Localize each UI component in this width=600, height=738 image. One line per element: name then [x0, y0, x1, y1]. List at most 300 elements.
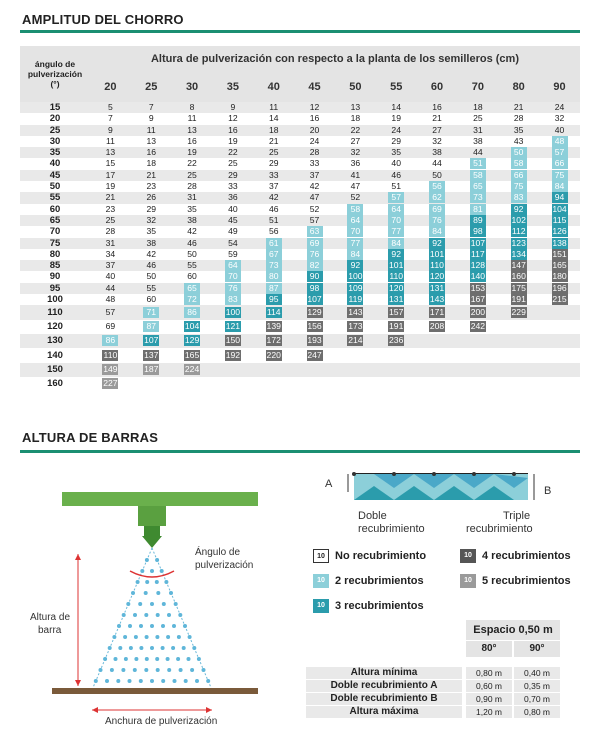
value-cell: 98 — [294, 283, 335, 294]
spray-droplet — [122, 613, 126, 617]
spacing-value-80: 0,60 m — [466, 680, 512, 692]
value-cell: 14 — [376, 102, 417, 113]
value-cell: 50 — [172, 249, 213, 260]
value-cell: 62 — [417, 192, 458, 203]
spray-droplet — [197, 657, 201, 661]
value-cell: 29 — [376, 136, 417, 147]
value-cell — [498, 348, 539, 362]
value-cell: 65 — [172, 283, 213, 294]
spray-width-table — [20, 46, 580, 391]
value-cell: 147 — [498, 260, 539, 271]
spray-droplet — [173, 679, 177, 683]
value-cell: 100 — [212, 305, 253, 319]
value-cell: 61 — [253, 238, 294, 249]
value-cell: 27 — [417, 125, 458, 136]
spacing-row — [306, 667, 560, 679]
value-cell: 196 — [539, 283, 580, 294]
table-row — [20, 283, 580, 294]
spray-droplet — [169, 591, 173, 595]
section-rule — [20, 30, 580, 33]
table-row — [20, 125, 580, 136]
value-cell: 165 — [172, 348, 213, 362]
height-column-header: 30 — [172, 74, 213, 102]
spray-droplet — [155, 558, 159, 562]
value-cell: 129 — [172, 334, 213, 348]
value-cell — [294, 377, 335, 391]
value-cell — [376, 348, 417, 362]
value-cell: 180 — [539, 271, 580, 282]
angle-cell: 160 — [20, 377, 90, 391]
value-cell: 23 — [90, 204, 131, 215]
value-cell: 51 — [457, 158, 498, 169]
ground — [52, 688, 258, 694]
spray-droplet — [129, 646, 133, 650]
height-columns-row — [20, 74, 580, 102]
value-cell: 56 — [417, 181, 458, 192]
value-cell: 70 — [335, 226, 376, 237]
value-cell: 33 — [212, 181, 253, 192]
value-cell: 115 — [539, 215, 580, 226]
angle-cell: 150 — [20, 363, 90, 377]
value-cell: 37 — [294, 170, 335, 181]
table-row — [20, 334, 580, 348]
spray-droplet — [150, 646, 154, 650]
spray-droplet — [187, 657, 191, 661]
spray-droplet — [112, 635, 116, 639]
value-cell: 7 — [90, 113, 131, 124]
value-cell: 44 — [90, 283, 131, 294]
value-cell: 9 — [212, 102, 253, 113]
value-cell: 193 — [294, 334, 335, 348]
value-cell — [335, 363, 376, 377]
value-cell: 153 — [457, 283, 498, 294]
value-cell: 114 — [253, 305, 294, 319]
value-cell: 71 — [131, 305, 172, 319]
value-cell: 82 — [294, 260, 335, 271]
double-overlap-label-1: Doble — [358, 510, 387, 522]
value-cell: 123 — [498, 238, 539, 249]
spray-droplet — [126, 602, 130, 606]
height-label-1: Altura de — [30, 612, 71, 623]
spray-droplet — [155, 635, 159, 639]
value-cell — [498, 334, 539, 348]
value-cell — [539, 363, 580, 377]
spray-droplet — [139, 624, 143, 628]
spray-droplet — [162, 602, 166, 606]
col-90: 90° — [514, 641, 560, 657]
spray-droplet — [139, 646, 143, 650]
value-cell: 242 — [457, 320, 498, 334]
value-cell — [253, 363, 294, 377]
height-column-header: 55 — [376, 74, 417, 102]
spray-droplet — [179, 668, 183, 672]
value-cell: 48 — [90, 294, 131, 305]
value-cell: 139 — [253, 320, 294, 334]
value-cell: 11 — [253, 102, 294, 113]
value-cell: 120 — [417, 271, 458, 282]
value-cell: 143 — [417, 294, 458, 305]
value-cell: 19 — [172, 147, 213, 158]
value-cell: 83 — [498, 192, 539, 203]
value-cell: 80 — [253, 271, 294, 282]
value-cell: 44 — [457, 147, 498, 158]
value-cell: 29 — [131, 204, 172, 215]
value-cell: 25 — [90, 215, 131, 226]
table-row — [20, 204, 580, 215]
value-cell: 25 — [253, 147, 294, 158]
value-cell: 35 — [131, 226, 172, 237]
value-cell: 13 — [90, 147, 131, 158]
table-row — [20, 215, 580, 226]
value-cell: 66 — [498, 170, 539, 181]
table-row — [20, 181, 580, 192]
value-cell: 37 — [253, 181, 294, 192]
value-cell: 160 — [498, 271, 539, 282]
value-cell — [498, 320, 539, 334]
value-cell: 27 — [335, 136, 376, 147]
spray-droplet — [155, 580, 159, 584]
value-cell: 98 — [457, 226, 498, 237]
table-row — [20, 305, 580, 319]
table-row — [20, 170, 580, 181]
value-cell: 157 — [376, 305, 417, 319]
angle-cell: 85 — [20, 260, 90, 271]
value-cell: 28 — [172, 181, 213, 192]
spray-droplet — [202, 668, 206, 672]
value-cell: 77 — [335, 238, 376, 249]
value-cell: 22 — [335, 125, 376, 136]
value-cell: 21 — [417, 113, 458, 124]
triple-overlap-label-1: Triple — [503, 510, 531, 522]
value-cell: 215 — [539, 294, 580, 305]
value-cell: 84 — [539, 181, 580, 192]
table-row — [20, 320, 580, 334]
value-cell: 25 — [457, 113, 498, 124]
value-cell: 150 — [212, 334, 253, 348]
value-cell: 173 — [335, 320, 376, 334]
value-cell: 172 — [253, 334, 294, 348]
spray-droplet — [118, 646, 122, 650]
value-cell: 138 — [539, 238, 580, 249]
value-cell: 77 — [376, 226, 417, 237]
value-cell: 70 — [212, 271, 253, 282]
value-cell: 119 — [335, 294, 376, 305]
angle-cell: 70 — [20, 226, 90, 237]
value-cell: 75 — [539, 170, 580, 181]
table-row — [20, 249, 580, 260]
value-cell: 60 — [131, 294, 172, 305]
value-cell: 83 — [212, 294, 253, 305]
angle-cell: 40 — [20, 158, 90, 169]
height-column-header: 35 — [212, 74, 253, 102]
value-cell: 20 — [294, 125, 335, 136]
value-cell: 46 — [131, 260, 172, 271]
angle-cell: 90 — [20, 271, 90, 282]
value-cell: 23 — [131, 181, 172, 192]
nozzle-body — [138, 506, 166, 526]
value-cell — [417, 334, 458, 348]
spray-droplet — [123, 635, 127, 639]
value-cell: 229 — [498, 305, 539, 319]
spray-droplet — [138, 602, 142, 606]
spray-droplet — [114, 657, 118, 661]
table-row — [20, 238, 580, 249]
value-cell: 38 — [131, 238, 172, 249]
value-cell: 18 — [131, 158, 172, 169]
value-cell: 73 — [457, 192, 498, 203]
value-cell — [539, 320, 580, 334]
value-cell: 48 — [539, 136, 580, 147]
value-cell: 75 — [498, 181, 539, 192]
spray-droplet — [155, 657, 159, 661]
value-cell: 214 — [335, 334, 376, 348]
spacing-value-80: 0,90 m — [466, 693, 512, 705]
spray-droplet — [133, 613, 137, 617]
angle-cell: 110 — [20, 305, 90, 319]
value-cell: 165 — [539, 260, 580, 271]
value-cell: 16 — [417, 102, 458, 113]
height-header: Altura de pulverización con respecto a la planta de los semilleros (cm) — [90, 46, 580, 74]
value-cell: 19 — [90, 181, 131, 192]
value-cell: 25 — [212, 158, 253, 169]
value-cell: 76 — [212, 283, 253, 294]
spray-droplet — [167, 613, 171, 617]
value-cell: 12 — [294, 102, 335, 113]
value-cell: 175 — [498, 283, 539, 294]
value-cell: 42 — [172, 226, 213, 237]
value-cell: 220 — [253, 348, 294, 362]
value-cell: 92 — [376, 249, 417, 260]
nozzle-neck — [144, 526, 160, 536]
value-cell: 16 — [172, 136, 213, 147]
value-cell: 16 — [131, 147, 172, 158]
height-label-2: barra — [38, 625, 62, 636]
spray-droplet — [150, 679, 154, 683]
spray-droplet — [178, 613, 182, 617]
spacing-value-80: 1,20 m — [466, 706, 512, 718]
value-cell: 21 — [253, 136, 294, 147]
value-cell: 64 — [376, 204, 417, 215]
value-cell: 28 — [294, 147, 335, 158]
spray-droplet — [192, 646, 196, 650]
value-cell: 11 — [90, 136, 131, 147]
value-cell: 92 — [417, 238, 458, 249]
value-cell: 9 — [131, 113, 172, 124]
angle-cell: 140 — [20, 348, 90, 362]
spray-droplet — [161, 624, 165, 628]
spacing-row — [306, 706, 560, 718]
table-row — [20, 363, 580, 377]
spray-droplet — [128, 679, 132, 683]
value-cell: 35 — [172, 204, 213, 215]
angle-cell: 130 — [20, 334, 90, 348]
value-cell: 247 — [294, 348, 335, 362]
value-cell — [417, 348, 458, 362]
value-cell: 43 — [498, 136, 539, 147]
spray-droplet — [134, 657, 138, 661]
value-cell — [498, 377, 539, 391]
label-b: B — [544, 485, 552, 497]
value-cell: 110 — [376, 271, 417, 282]
spray-droplet — [206, 679, 210, 683]
value-cell — [457, 348, 498, 362]
value-cell: 57 — [376, 192, 417, 203]
value-cell: 11 — [172, 113, 213, 124]
spacing-row — [306, 680, 560, 692]
value-cell: 55 — [131, 283, 172, 294]
value-cell: 50 — [498, 147, 539, 158]
value-cell — [539, 305, 580, 319]
value-cell: 86 — [90, 334, 131, 348]
value-cell: 149 — [90, 363, 131, 377]
spray-droplet — [150, 569, 154, 573]
value-cell — [335, 348, 376, 362]
angle-cell: 60 — [20, 204, 90, 215]
spray-droplet — [190, 668, 194, 672]
value-cell: 58 — [498, 158, 539, 169]
table-row — [20, 147, 580, 158]
value-cell: 24 — [539, 102, 580, 113]
spray-droplet — [171, 646, 175, 650]
value-cell: 37 — [90, 260, 131, 271]
spacing-row-label: Doble recubrimiento B — [306, 693, 462, 705]
label-a: A — [325, 478, 333, 490]
value-cell: 13 — [131, 136, 172, 147]
value-cell: 94 — [539, 192, 580, 203]
spray-width-rows — [20, 102, 580, 391]
table-row — [20, 158, 580, 169]
value-cell: 32 — [417, 136, 458, 147]
value-cell: 187 — [131, 363, 172, 377]
value-cell: 72 — [172, 294, 213, 305]
value-cell: 101 — [417, 249, 458, 260]
spray-droplet — [160, 569, 164, 573]
value-cell: 121 — [212, 320, 253, 334]
value-cell: 49 — [212, 226, 253, 237]
value-cell: 76 — [417, 215, 458, 226]
value-cell: 52 — [294, 204, 335, 215]
spray-droplet — [136, 580, 140, 584]
value-cell: 5 — [90, 102, 131, 113]
value-cell: 8 — [172, 102, 213, 113]
value-cell: 32 — [335, 147, 376, 158]
table-row — [20, 260, 580, 271]
value-cell: 69 — [417, 204, 458, 215]
value-cell: 200 — [457, 305, 498, 319]
value-cell: 64 — [212, 260, 253, 271]
value-cell: 14 — [253, 113, 294, 124]
value-cell: 41 — [335, 170, 376, 181]
angle-label-2: pulverización — [195, 560, 254, 571]
col-80: 80° — [466, 641, 512, 657]
value-cell: 21 — [90, 192, 131, 203]
value-cell: 57 — [90, 305, 131, 319]
angle-label-1: Ángulo de — [195, 547, 241, 558]
value-cell — [457, 334, 498, 348]
height-column-header: 40 — [253, 74, 294, 102]
value-cell: 34 — [90, 249, 131, 260]
value-cell: 109 — [335, 283, 376, 294]
value-cell: 131 — [417, 283, 458, 294]
value-cell: 102 — [498, 215, 539, 226]
value-cell: 38 — [172, 215, 213, 226]
value-cell: 171 — [417, 305, 458, 319]
angle-cell: 95 — [20, 283, 90, 294]
value-cell: 32 — [131, 215, 172, 226]
table-row — [20, 102, 580, 113]
spray-droplet — [156, 668, 160, 672]
value-cell: 73 — [253, 260, 294, 271]
spray-droplet — [176, 657, 180, 661]
angle-cell: 35 — [20, 147, 90, 158]
value-cell: 40 — [376, 158, 417, 169]
spray-droplet — [131, 591, 135, 595]
nozzle-tip — [142, 536, 162, 548]
angle-cell: 65 — [20, 215, 90, 226]
value-cell: 137 — [131, 348, 172, 362]
spacing-row — [306, 693, 560, 705]
spray-droplet — [94, 679, 98, 683]
value-cell: 134 — [498, 249, 539, 260]
value-cell: 63 — [294, 226, 335, 237]
section-title-boom-height: ALTURA DE BARRAS — [22, 430, 159, 445]
value-cell: 16 — [294, 113, 335, 124]
spray-droplet — [108, 646, 112, 650]
value-cell: 191 — [376, 320, 417, 334]
value-cell: 84 — [335, 249, 376, 260]
value-cell: 15 — [90, 158, 131, 169]
value-cell: 100 — [335, 271, 376, 282]
angle-cell: 120 — [20, 320, 90, 334]
value-cell: 16 — [212, 125, 253, 136]
value-cell: 51 — [253, 215, 294, 226]
value-cell: 110 — [417, 260, 458, 271]
angle-cell: 25 — [20, 125, 90, 136]
value-cell: 117 — [457, 249, 498, 260]
value-cell: 112 — [498, 226, 539, 237]
height-column-header: 60 — [417, 74, 458, 102]
boom-bar — [62, 492, 258, 506]
spray-droplet — [156, 591, 160, 595]
value-cell: 42 — [253, 192, 294, 203]
value-cell — [539, 377, 580, 391]
table-row — [20, 113, 580, 124]
value-cell: 21 — [131, 170, 172, 181]
value-cell: 29 — [253, 158, 294, 169]
angle-cell: 20 — [20, 113, 90, 124]
spray-droplet — [145, 657, 149, 661]
value-cell: 18 — [335, 113, 376, 124]
height-column-header: 50 — [335, 74, 376, 102]
value-cell — [457, 363, 498, 377]
spray-droplet — [195, 679, 199, 683]
angle-cell: 75 — [20, 238, 90, 249]
value-cell: 29 — [212, 170, 253, 181]
angle-cell: 55 — [20, 192, 90, 203]
value-cell — [417, 377, 458, 391]
value-cell — [212, 363, 253, 377]
value-cell — [131, 377, 172, 391]
legend-no-overlap: 10 No recubrimiento — [313, 549, 426, 563]
spray-droplet — [166, 635, 170, 639]
spray-droplet — [117, 624, 121, 628]
overlap-diagram — [336, 470, 546, 506]
value-cell — [417, 363, 458, 377]
spray-droplet — [99, 668, 103, 672]
value-cell: 58 — [457, 170, 498, 181]
value-cell: 42 — [131, 249, 172, 260]
angle-cell: 50 — [20, 181, 90, 192]
